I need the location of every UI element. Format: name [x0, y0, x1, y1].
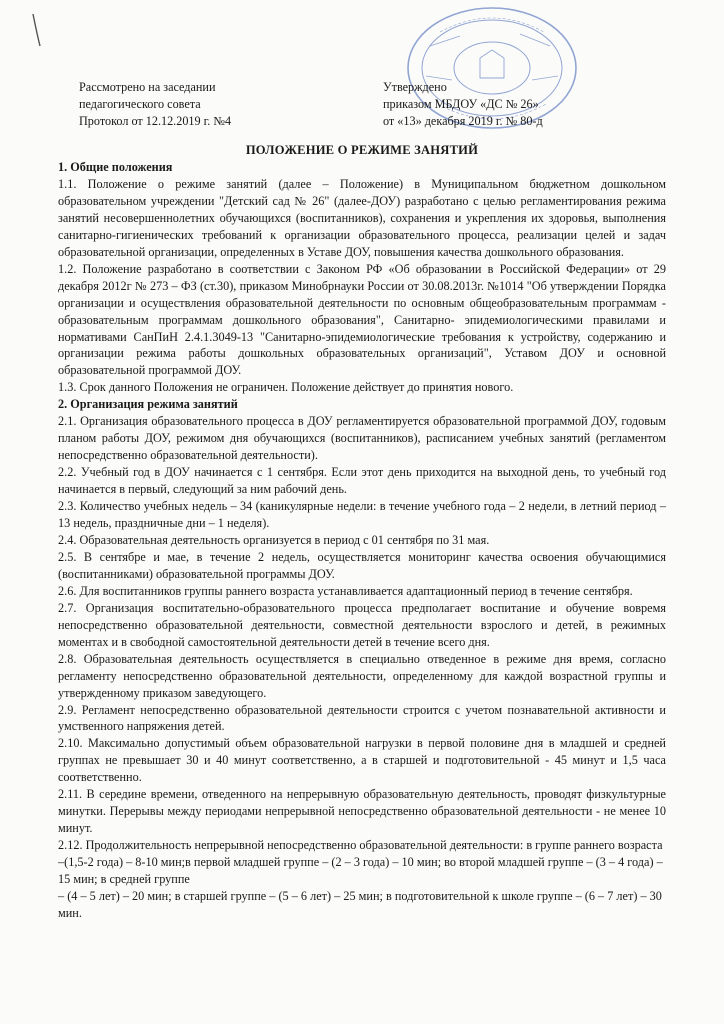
paragraph: – (4 – 5 лет) – 20 мин; в старшей группе – (5 – 6 лет) – 25 мин; в подготовительной к школе группе – (6 – 7 лет) – 30 мин.	[58, 888, 662, 920]
paragraph: 2.6. Для воспитанников группы раннего возраста устанавливается адаптационный период в течение сентября.	[58, 583, 633, 598]
paragraph: 1.3. Срок данного Положения не ограничен. Положение действует до принятия нового.	[58, 380, 514, 395]
paragraph: 2.10. Максимально допустимый объем образовательной нагрузки в первой половине дня в младшей и средней группах не превышает 30 и 40 минут соответственно, а в старшей и подготовительной - 45 минут и 1,5 часа соответственно.	[58, 736, 666, 785]
paragraph: 1.2. Положение разработано в соответствии с Законом РФ «Об образовании в Российской Федерации» от 29 декабря 2012г № 273 – ФЗ (ст.30), приказом Минобрнауки России от 30.08.2013г. №1014 "Об утверждении Порядка организации и осуществления образовательной деятельности по основным общеобразовательным программам - образовательным программам дошкольного образования", Санитарно- эпидемиологическими правилами и нормативами СанПиН 2.4.1.3049-13 "Санитарно-эпидемиологические требования к устройству, содержанию и организации режима работы дошкольных образовательных организаций", Уставом ДОУ и основной образовательной программой ДОУ.	[58, 261, 666, 378]
paragraph: 2.2. Учебный год в ДОУ начинается с 1 сентября. Если этот день приходится на выходной день, то учебный год начинается в первый, следующий за ним рабочий день.	[58, 465, 666, 497]
review-line-3: Протокол от 12.12.2019 г. №4	[79, 114, 232, 128]
paragraph: 2.5. В сентябре и мае, в течение 2 недель, осуществляется мониторинг качества освоения обучающимися (воспитанниками) образовательной программы ДОУ.	[58, 549, 666, 581]
approval-header	[383, 79, 543, 130]
paragraph: 2.3. Количество учебных недель – 34 (каникулярные недели: в течение учебного года – 2 недели, в летний период – 13 недель, праздничные дни – 1 неделя).	[58, 499, 666, 531]
section-heading: 1. Общие положения	[58, 160, 173, 174]
document-body	[58, 159, 666, 922]
paragraph: 2.1. Организация образовательного процесса в ДОУ регламентируется образовательной программой ДОУ, годовым планом работы ДОУ, режимом дня обучающихся (воспитанников), расписанием учебных занятий (регламентом непосредственно образовательной деятельности).	[58, 414, 666, 463]
review-line-2: педагогического совета	[79, 97, 201, 111]
paragraph: 2.9. Регламент непосредственно образовательной деятельности строится с учетом познавательной активности и умственного напряжения детей.	[58, 702, 666, 734]
approval-line-3: от «13» декабря 2019 г. № 80-д	[383, 114, 543, 128]
document-title: ПОЛОЖЕНИЕ О РЕЖИМЕ ЗАНЯТИЙ	[245, 143, 479, 157]
approval-line-1: Утверждено	[383, 80, 447, 94]
paragraph: 2.7. Организация воспитательно-образовательного процесса предполагает воспитание и обучение вовремя непосредственно образовательной деятельности, совместной деятельности взрослого и детей, в режимных моментах и в свободной самостоятельной деятельности детей в течение всего дня.	[58, 600, 666, 649]
approval-line-2: приказом МБДОУ «ДС № 26»	[383, 97, 539, 111]
paragraph: 2.4. Образовательная деятельность организуется в период с 01 сентября по 31 мая.	[58, 532, 490, 547]
paragraph: 2.8. Образовательная деятельность осуществляется в специально отведенное в режиме дня время, согласно регламенту непосредственно образовательной деятельности, определенному для каждой возрастной группы и утвержденному приказом заведующего.	[58, 651, 666, 700]
section-heading: 2. Организация режима занятий	[58, 397, 238, 412]
paragraph: 2.12. Продолжительность непрерывной непосредственно образовательной деятельности: в группе раннего возраста –(1,5-2 года) – 8-10 мин;в первой младшей группе – (2 – 3 года) – 10 мин; во второй младшей группе – (3 – 4 года) – 15 мин; в средней группе	[58, 838, 663, 887]
review-line-1: Рассмотрено на заседании	[79, 80, 216, 94]
paragraph: 2.11. В середине времени, отведенного на непрерывную образовательную деятельность, проводят физкультурные минутки. Перерывы между периодами непрерывной непосредственно образовательной деятельности - не менее 10 минут.	[58, 787, 666, 836]
paragraph: 1.1. Положение о режиме занятий (далее – Положение) в Муниципальном бюджетном дошкольном образовательном учреждении "Детский сад № 26" (далее-ДОУ) разработано с целью регламентирования режима занятий несовершеннолетних обучающихся (воспитанников), сохранения и укрепления их здоровья, выполнения санитарно-гигиенических требований к организации образовательного процесса, реализации целей и задач образовательной организации, определенных в Уставе ДОУ, повышения качества дошкольного образования.	[58, 176, 666, 259]
review-header	[79, 79, 231, 130]
pen-mark	[30, 12, 44, 48]
